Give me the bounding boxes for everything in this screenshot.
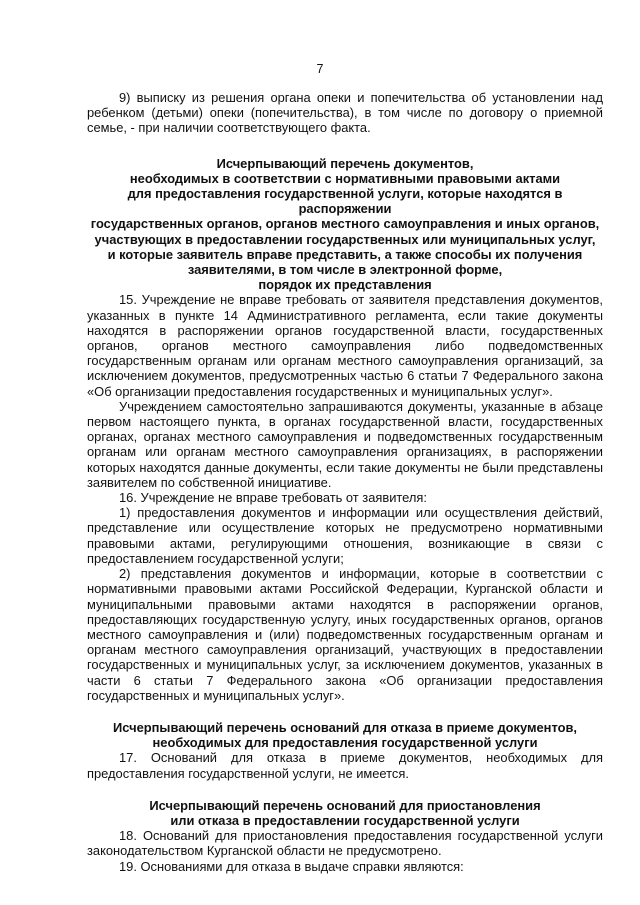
paragraph-16-1: 1) предоставления документов и информации или осуществления действий, представление или осуществление которых не предусмотрено нормативными правовыми актами, регулирующими отношения, возникающие в связи с предоставлением государственной услуги;: [87, 505, 603, 566]
paragraph-15-b: Учреждением самостоятельно запрашиваются документы, указанные в абзаце первом настоящего пункта, в органах государственной власти, государственных органах, органах местного самоуправления и подведомственных государственным органам или органам местного самоуправления организациях, в распоряжении которых находятся данные документы, если такие документы не были представлены заявителем по собственной инициативе.: [87, 398, 603, 490]
item-9-paragraph: 9) выписку из решения органа опеки и попечительства об установлении над ребенком (детьми) опеки (попечительства), в том числе по договору о приемной семье, - при наличии соответствующего факта.: [87, 90, 603, 136]
heading-line: и которые заявитель вправе представить, а также способы их получения: [107, 246, 583, 262]
paragraph-16-2: 2) представления документов и информации, которые в соответствии с нормативными правовыми актами Российской Федерации, Курганской области и муниципальными правовыми актами находятся в распоряжении органов, предоставляющих государственную услугу, иных государственных органов, органов местного самоуправления и (или) подведомственных государственным органам и органам местного самоуправления организаций, участвующих в предоставлении государственных и муниципальных услуг, за исключением документов, указанных в части 6 статьи 7 Федерального закона «Об организации предоставления государственных и муниципальных услуг».: [87, 566, 603, 703]
document-body: [87, 90, 603, 874]
section-heading-documents: [87, 156, 603, 293]
heading-line: Исчерпывающий перечень оснований для отказа в приеме документов,: [113, 719, 577, 735]
page-number: 7: [316, 62, 324, 76]
heading-line: необходимых для предоставления государственной услуги: [152, 735, 538, 751]
heading-line: необходимых в соответствии с нормативными правовыми актами: [129, 170, 561, 186]
heading-line: Исчерпывающий перечень документов,: [216, 155, 474, 171]
section-heading-refusal: [87, 720, 603, 750]
paragraph-19: 19. Основаниями для отказа в выдаче справки являются:: [119, 858, 464, 874]
heading-line: участвующих в предоставлении государственных или муниципальных услуг,: [94, 231, 596, 247]
heading-line: Исчерпывающий перечень оснований для приостановления: [149, 797, 541, 813]
paragraph-15: 15. Учреждение не вправе требовать от заявителя представления документов, указанных в пункте 14 Административного регламента, если такие документы находятся в распоряжении органов государственной власти, государственных органов, органов местного самоуправления либо подведомственных государственным органам или органам местного самоуправления организаций, за исключением документов, предусмотренных частью 6 статьи 7 Федерального закона «Об организации предоставления государственных и муниципальных услуг».: [87, 292, 603, 399]
heading-line: для предоставления государственной услуги, которые находятся в распоряжении: [127, 186, 563, 217]
heading-line: государственных органов, органов местного самоуправления и иных органов,: [90, 216, 600, 232]
paragraph-17: 17. Оснований для отказа в приеме документов, необходимых для предоставления государственной услуги, не имеется.: [87, 750, 603, 781]
paragraph-18: 18. Оснований для приостановления предоставления государственной услуги законодательством Курганской области не предусмотрено.: [87, 828, 603, 859]
section-heading-suspension: [87, 798, 603, 828]
heading-line: заявителями, в том числе в электронной форме,: [187, 262, 503, 278]
heading-line: порядок их представления: [258, 277, 432, 293]
heading-line: или отказа в предоставлении государственной услуги: [170, 812, 520, 828]
paragraph-16: 16. Учреждение не вправе требовать от заявителя:: [119, 490, 427, 506]
